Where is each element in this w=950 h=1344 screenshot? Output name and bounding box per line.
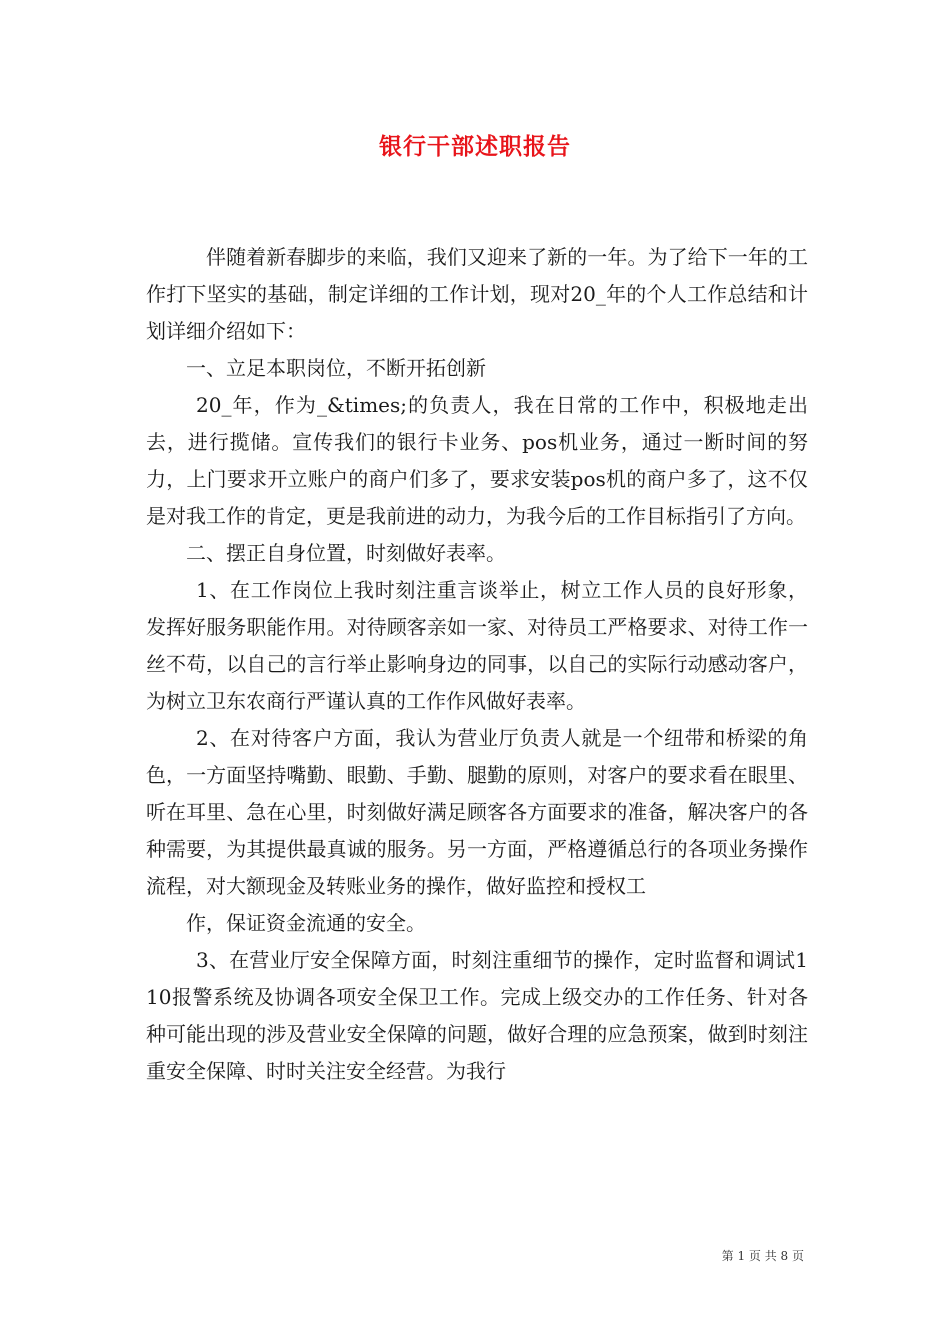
paragraph-item-3: 3、在营业厅安全保障方面，时刻注重细节的操作，定时监督和调试110报警系统及协调各项安全保卫工作。完成上级交办的工作任务、针对各种可能出现的涉及营业安全保障的问题，做好合理的应急预案，做到时刻注重安全保障、时时关注安全经营。为我行 [146, 948, 808, 1083]
paragraph-item-2: 2、在对待客户方面，我认为营业厅负责人就是一个纽带和桥梁的角色，一方面坚持嘴勤、眼勤、手勤、腿勤的原则，对客户的要求看在眼里、听在耳里、急在心里，时刻做好满足顾客各方面要求的准备，解决客户的各种需要，为其提供最真诚的服务。另一方面，严格遵循总行的各项业务操作流程，对大额现金及转账业务的操作，做好监控和授权工 [146, 726, 808, 898]
paragraph-item-2-continued: 作，保证资金流通的安全。 [186, 911, 426, 935]
page-number: 第 1 页 共 8 页 [721, 1249, 804, 1263]
section-heading-1: 一、立足本职岗位，不断开拓创新 [186, 356, 486, 380]
document-body [146, 239, 808, 1090]
paragraph-item-1: 1、在工作岗位上我时刻注重言谈举止，树立工作人员的良好形象，发挥好服务职能作用。对待顾客亲如一家、对待员工严格要求、对待工作一丝不苟，以自己的言行举止影响身边的同事，以自己的实际行动感动客户，为树立卫东农商行严谨认真的工作作风做好表率。 [146, 578, 808, 713]
paragraph-section-1: 20_年，作为_&times;的负责人，我在日常的工作中，积极地走出去，进行揽储。宣传我们的银行卡业务、pos机业务，通过一断时间的努力，上门要求开立账户的商户们多了，要求安装pos机的商户多了，这不仅是对我工作的肯定，更是我前进的动力，为我今后的工作目标指引了方向。 [146, 393, 808, 528]
section-heading-2: 二、摆正自身位置，时刻做好表率。 [186, 541, 506, 565]
paragraph-intro: 伴随着新春脚步的来临，我们又迎来了新的一年。为了给下一年的工作打下坚实的基础，制定详细的工作计划，现对20_年的个人工作总结和计划详细介绍如下： [146, 245, 808, 343]
document-title: 银行干部述职报告 [379, 133, 571, 160]
